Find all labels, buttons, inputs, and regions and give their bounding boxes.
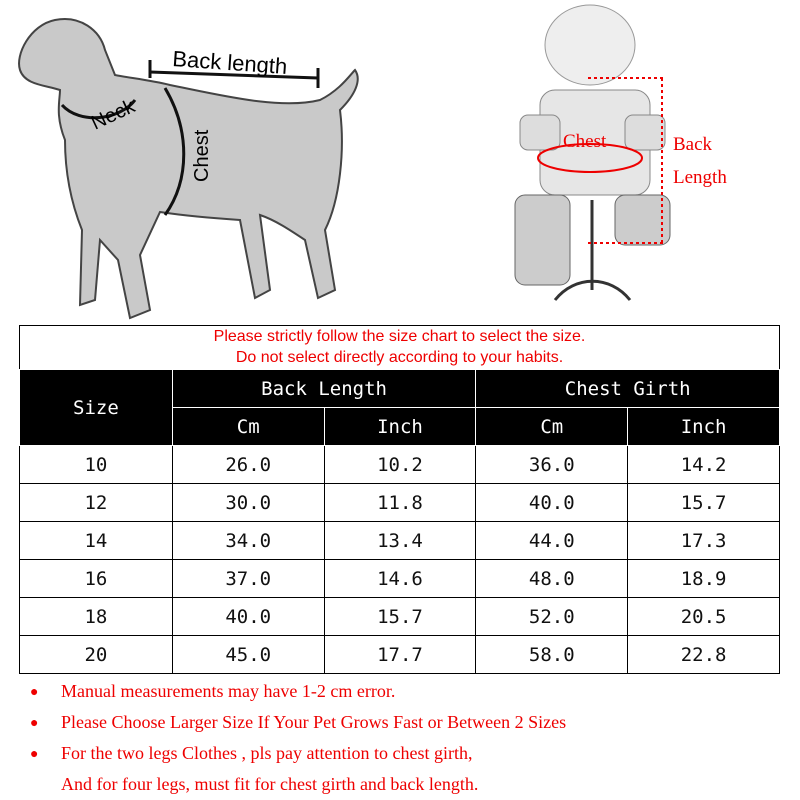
cell-back-length-inch: 15.7 — [324, 598, 476, 636]
table-row — [20, 522, 780, 560]
dog-measurement-diagram — [0, 0, 800, 325]
cell-back-length-inch: 11.8 — [324, 484, 476, 522]
cell-chest-girth-cm: 40.0 — [476, 484, 628, 522]
cm-header: Cm — [172, 408, 324, 446]
table-row — [20, 560, 780, 598]
table-row — [20, 636, 780, 674]
note-text: Please Choose Larger Size If Your Pet Grows Fast or Between 2 Sizes — [61, 712, 567, 732]
table-row — [20, 484, 780, 522]
cell-chest-girth-cm: 58.0 — [476, 636, 628, 674]
cell-back-length-cm: 26.0 — [172, 446, 324, 484]
cm-header: Cm — [476, 408, 628, 446]
chest-girth-header: Chest Girth — [476, 370, 780, 408]
cell-back-length-cm: 34.0 — [172, 522, 324, 560]
note-item — [30, 676, 566, 707]
cell-chest-girth-cm: 48.0 — [476, 560, 628, 598]
chest-label: Chest — [191, 129, 213, 182]
size-notice — [19, 325, 780, 369]
cell-back-length-cm: 37.0 — [172, 560, 324, 598]
cell-chest-girth-inch: 18.9 — [628, 560, 780, 598]
note-text: For the two legs Clothes , pls pay attention to chest girth, — [61, 743, 473, 763]
back-length-header: Back Length — [172, 370, 476, 408]
cell-chest-girth-inch: 22.8 — [628, 636, 780, 674]
note-item — [30, 738, 566, 769]
cell-size: 20 — [20, 636, 173, 674]
cell-chest-girth-inch: 17.3 — [628, 522, 780, 560]
cell-size: 14 — [20, 522, 173, 560]
cell-chest-girth-cm: 52.0 — [476, 598, 628, 636]
coat-back-label: Back — [673, 134, 713, 155]
coat-chest-label: Chest — [563, 131, 607, 152]
cell-size: 16 — [20, 560, 173, 598]
note-item — [30, 769, 566, 800]
bullet-icon: ● — [30, 683, 39, 699]
cell-chest-girth-cm: 36.0 — [476, 446, 628, 484]
back-length-label: Back length — [171, 46, 289, 80]
cell-chest-girth-cm: 44.0 — [476, 522, 628, 560]
inch-header: Inch — [324, 408, 476, 446]
bullet-icon: ● — [30, 745, 39, 761]
notice-line: Do not select directly according to your habits. — [235, 349, 564, 366]
table-row — [20, 446, 780, 484]
inch-header: Inch — [628, 408, 780, 446]
note-text: Manual measurements may have 1-2 cm error. — [61, 681, 396, 701]
cell-back-length-cm: 40.0 — [172, 598, 324, 636]
cell-size: 18 — [20, 598, 173, 636]
cell-back-length-cm: 30.0 — [172, 484, 324, 522]
cell-size: 10 — [20, 446, 173, 484]
cell-back-length-inch: 17.7 — [324, 636, 476, 674]
bullet-icon: ● — [30, 714, 39, 730]
size-header: Size — [20, 370, 173, 446]
note-text: And for four legs, must fit for chest girth and back length. — [61, 774, 479, 794]
table-row — [20, 598, 780, 636]
cell-back-length-inch: 10.2 — [324, 446, 476, 484]
notes-list — [30, 676, 566, 800]
cell-back-length-inch: 14.6 — [324, 560, 476, 598]
coat-illustration — [515, 5, 727, 300]
cell-chest-girth-inch: 15.7 — [628, 484, 780, 522]
cell-back-length-cm: 45.0 — [172, 636, 324, 674]
cell-chest-girth-inch: 14.2 — [628, 446, 780, 484]
cell-back-length-inch: 13.4 — [324, 522, 476, 560]
cell-size: 12 — [20, 484, 173, 522]
neck-label: Neck — [87, 95, 139, 135]
cell-chest-girth-inch: 20.5 — [628, 598, 780, 636]
notice-line: Please strictly follow the size chart to select the size. — [213, 328, 586, 345]
note-item — [30, 707, 566, 738]
coat-length-label: Length — [673, 167, 727, 188]
size-table — [19, 369, 780, 674]
